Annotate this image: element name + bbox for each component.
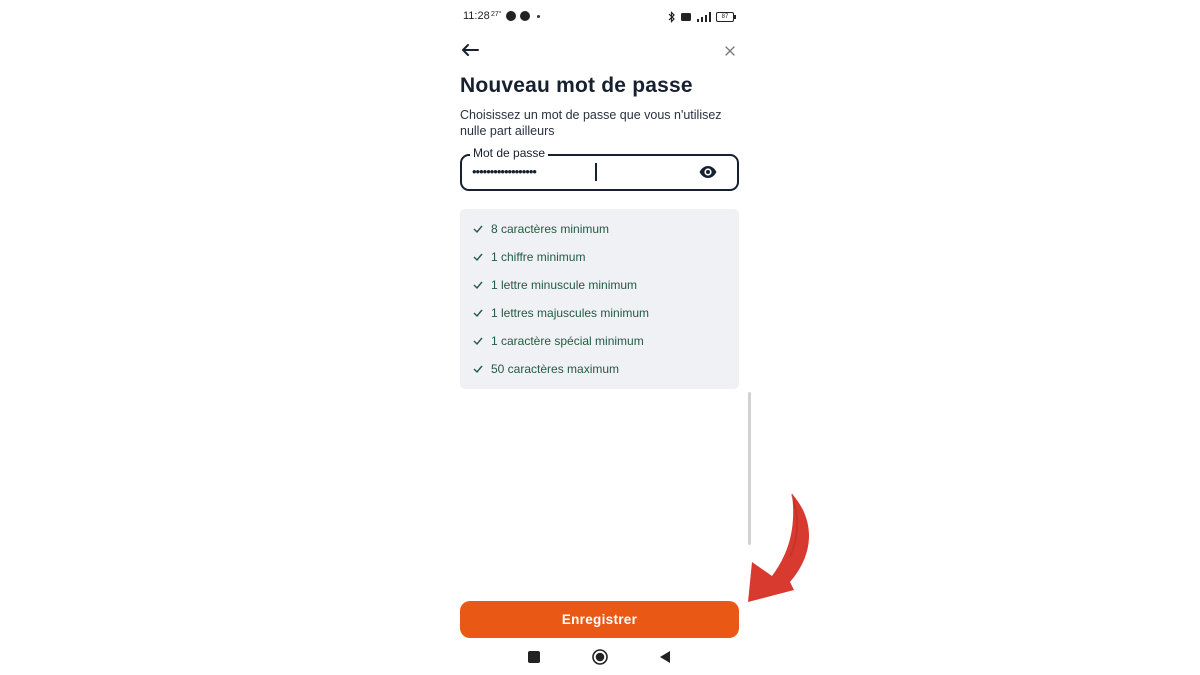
check-icon (473, 224, 483, 234)
page-title: Nouveau mot de passe (460, 74, 693, 97)
close-icon (722, 43, 738, 59)
notification-app-icon (506, 11, 516, 21)
arrow-left-icon (460, 40, 480, 60)
requirement-label: 50 caractères maximum (491, 362, 620, 376)
battery-icon: 87 (716, 12, 734, 22)
text-cursor (595, 163, 597, 181)
check-icon (473, 308, 483, 318)
sim-icon (680, 12, 692, 22)
password-input[interactable]: •••••••••••••••••• (472, 164, 536, 179)
eye-icon (698, 163, 718, 181)
requirement-label: 1 caractère spécial minimum (491, 334, 644, 348)
check-icon (473, 252, 483, 262)
requirement-item (473, 359, 619, 379)
more-notifications-icon (537, 15, 540, 18)
requirement-item (473, 331, 644, 351)
notification-app-icon (520, 11, 530, 21)
triangle-back-icon (659, 650, 671, 664)
check-icon (473, 364, 483, 374)
requirement-item (473, 303, 649, 323)
recent-apps-button[interactable] (528, 651, 540, 663)
requirement-label: 1 lettre minuscule minimum (491, 278, 638, 292)
requirement-label: 8 caractères minimum (491, 222, 610, 236)
bluetooth-icon (668, 11, 676, 23)
check-icon (473, 336, 483, 346)
toggle-visibility-button[interactable] (698, 163, 718, 181)
signal-icon (696, 11, 712, 23)
password-requirements (460, 209, 739, 389)
save-button[interactable]: Enregistrer (460, 601, 739, 638)
page-subtitle: Choisissez un mot de passe que vous n'utilisez nulle part ailleurs (460, 108, 722, 138)
back-button[interactable] (460, 40, 480, 60)
requirement-label: 1 chiffre minimum (491, 250, 586, 264)
status-icons (668, 10, 734, 24)
home-button[interactable] (592, 649, 608, 665)
system-back-button[interactable] (659, 650, 671, 664)
requirement-item (473, 275, 637, 295)
requirement-label: 1 lettres majuscules minimum (491, 306, 650, 320)
password-field-label: Mot de passe (470, 146, 548, 160)
status-temperature: 27° (491, 11, 502, 18)
status-time: 11:28 (463, 10, 490, 22)
requirement-item (473, 247, 585, 267)
annotation-arrow-icon (744, 490, 816, 616)
home-icon (592, 649, 608, 665)
check-icon (473, 280, 483, 290)
requirement-item (473, 219, 609, 239)
close-button[interactable] (722, 43, 738, 59)
